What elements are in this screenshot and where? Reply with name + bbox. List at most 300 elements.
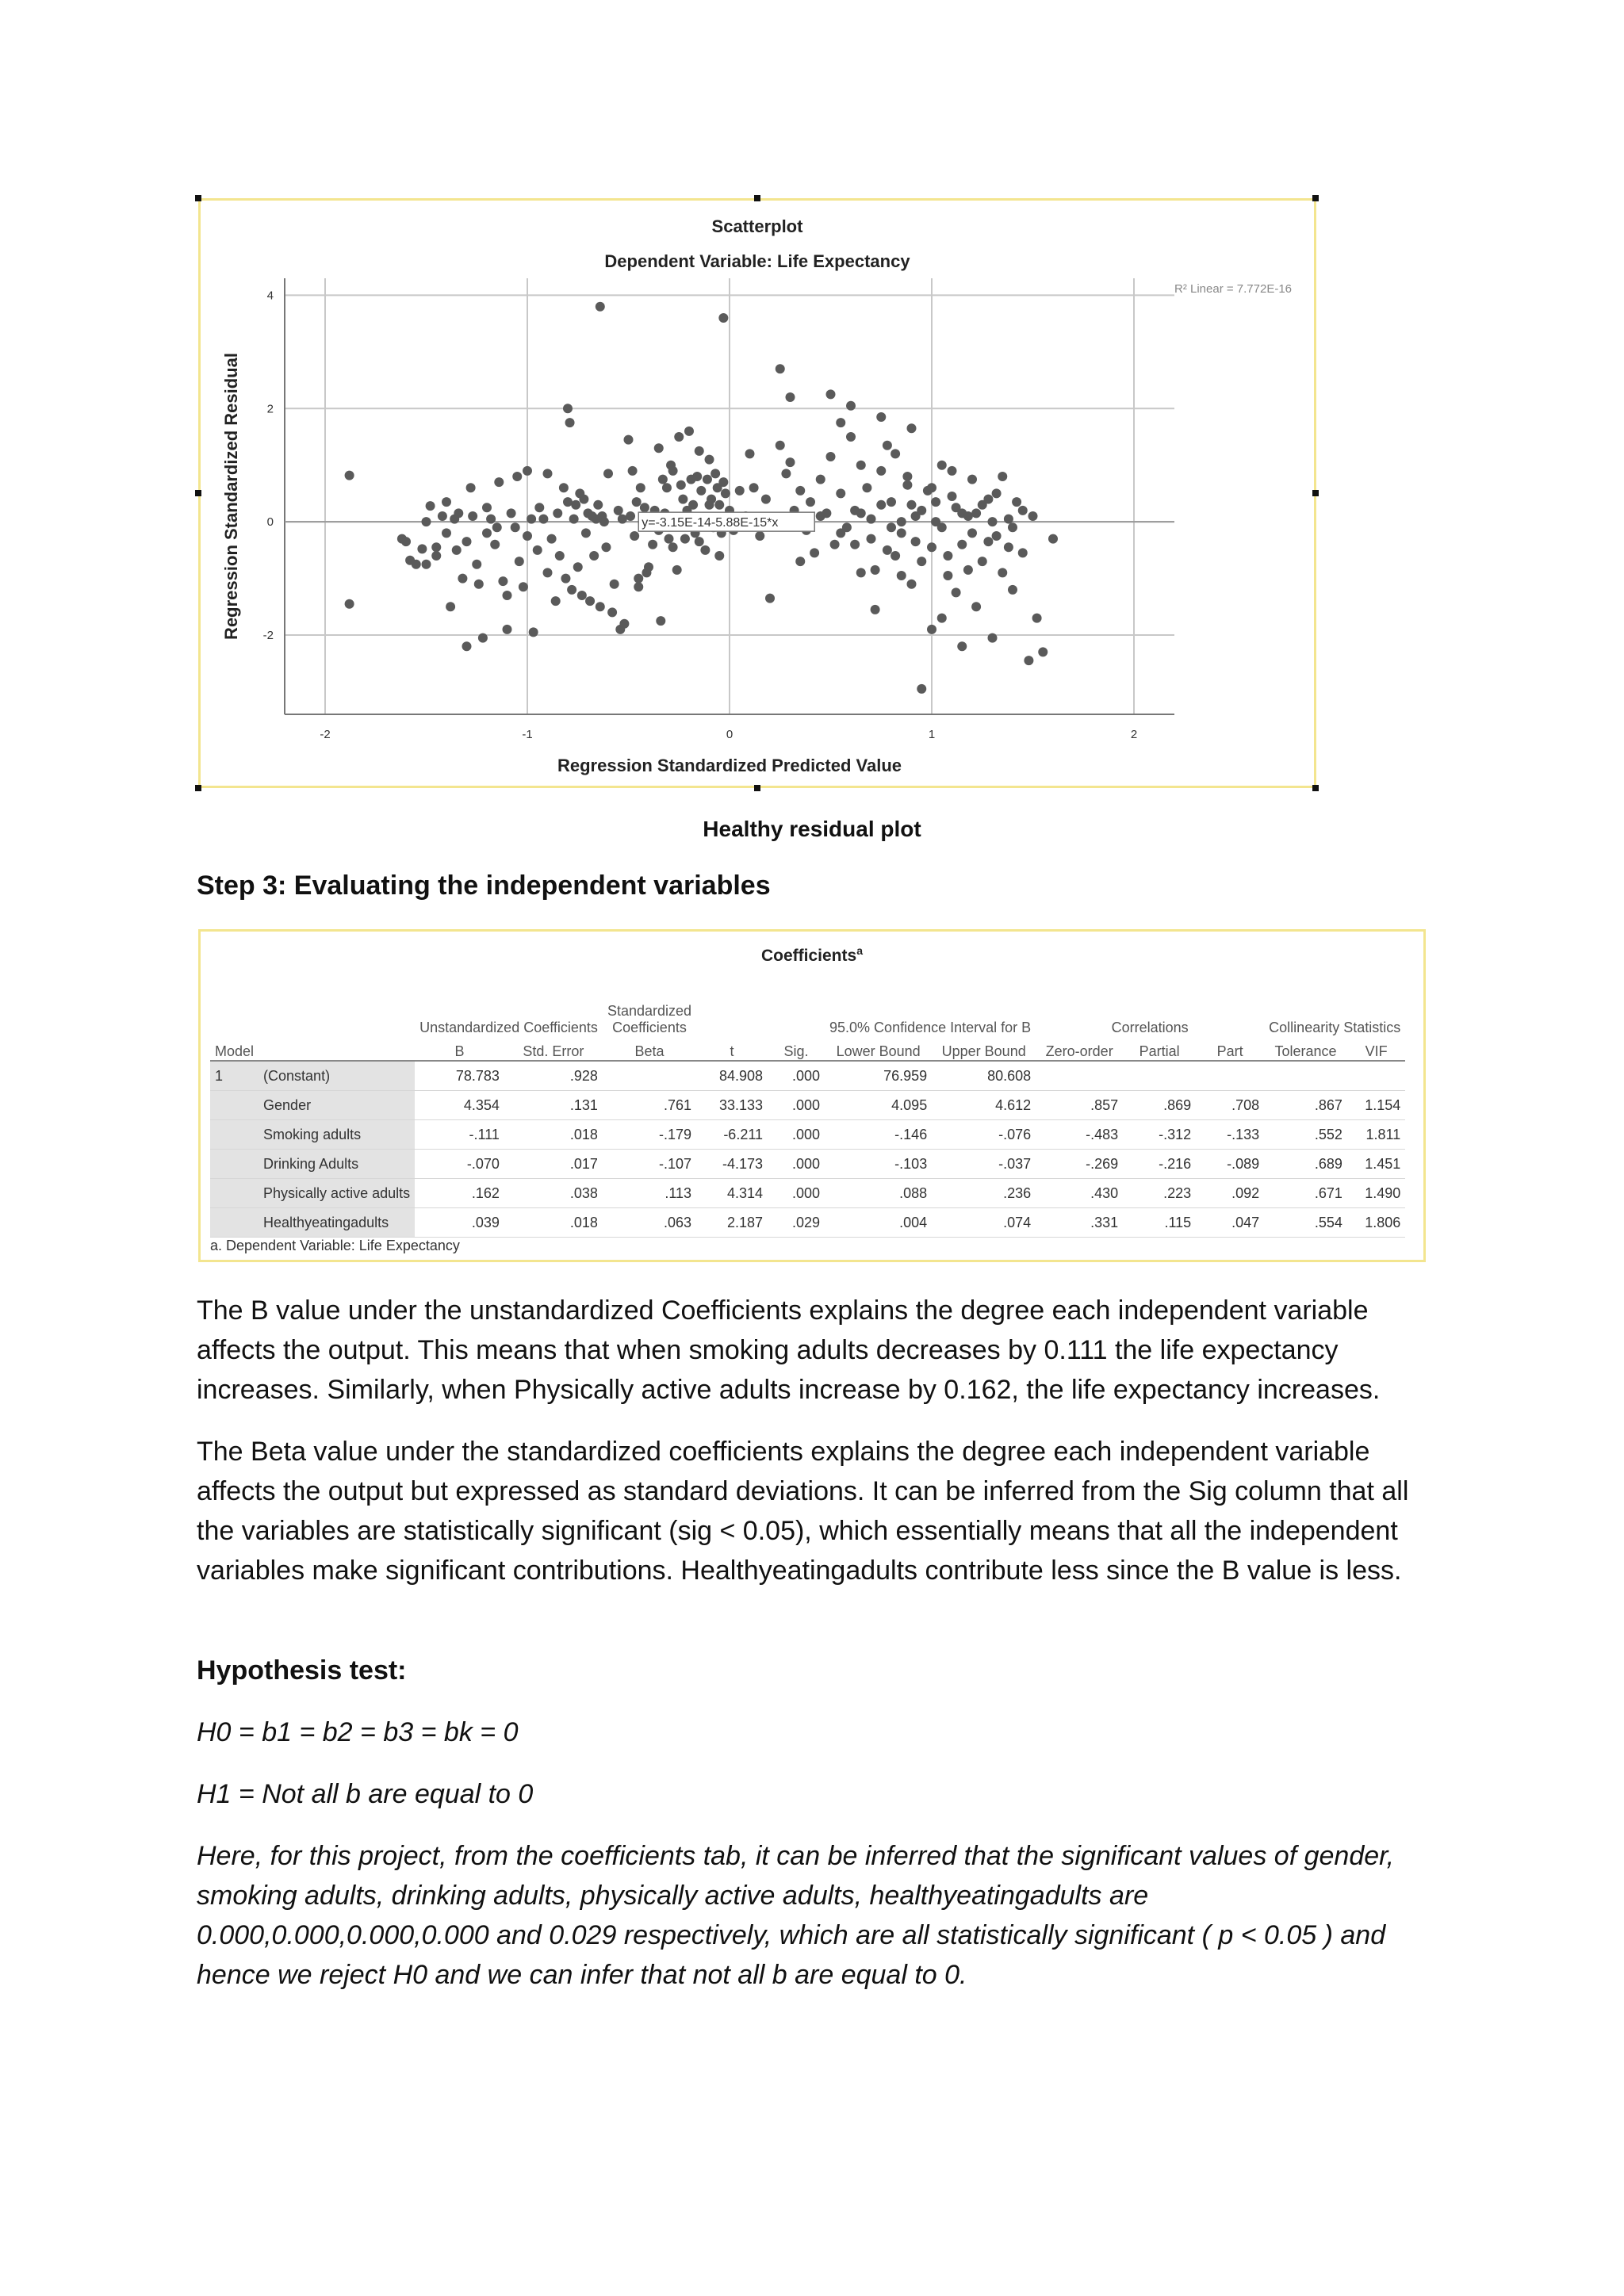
data-point (957, 641, 967, 651)
hypothesis-h1: H1 = Not all b are equal to 0 (197, 1779, 534, 1809)
chart-title: Scatterplot (711, 216, 803, 236)
unstd-header: Unstandardized Coefficients (419, 1020, 598, 1035)
data-point (438, 511, 447, 521)
data-point (876, 500, 886, 510)
data-point (1032, 614, 1042, 623)
data-point (490, 540, 500, 549)
cell-upper: -.037 (932, 1150, 1036, 1179)
data-point (630, 531, 639, 541)
data-point (478, 633, 488, 643)
data-point (569, 515, 579, 524)
y-tick-label: 2 (266, 402, 274, 416)
data-point (543, 568, 553, 577)
data-point (937, 614, 947, 623)
data-point (658, 475, 668, 484)
data-point (676, 480, 686, 490)
row-label: Physically active adults (259, 1179, 415, 1208)
cell-sig: .000 (768, 1061, 825, 1091)
data-point (511, 522, 520, 532)
data-point (876, 412, 886, 422)
data-point (585, 596, 595, 606)
data-point (577, 591, 587, 600)
data-point (515, 557, 524, 566)
chart-caption: Healthy residual plot (703, 817, 921, 841)
cell-partial: -.216 (1123, 1150, 1196, 1179)
cell-partial: .869 (1123, 1091, 1196, 1120)
data-point (816, 511, 825, 521)
data-point (867, 515, 876, 524)
data-point (696, 486, 706, 496)
data-point (856, 461, 866, 470)
data-point (927, 483, 936, 492)
data-point (599, 517, 609, 526)
data-point (992, 531, 1002, 541)
cell-lower: -.146 (825, 1120, 932, 1150)
r2-label: R² Linear = 7.772E-16 (1174, 282, 1293, 296)
cell-se: .131 (504, 1091, 603, 1120)
cell-upper: 80.608 (932, 1061, 1036, 1091)
data-point (826, 452, 836, 461)
data-point (776, 441, 785, 450)
model-cell: 1 (210, 1061, 259, 1091)
resize-handle[interactable] (1312, 195, 1319, 201)
data-point (417, 544, 427, 553)
data-point (836, 488, 845, 498)
cell-beta: -.107 (603, 1150, 696, 1179)
cell-vif: 1.451 (1347, 1150, 1405, 1179)
data-point (527, 515, 536, 524)
data-point (412, 560, 421, 569)
data-point (856, 508, 866, 518)
cell-part (1196, 1061, 1264, 1091)
data-point (618, 515, 627, 524)
x-tick-label: 2 (1130, 728, 1138, 741)
data-point (745, 449, 755, 458)
resize-handle[interactable] (195, 195, 201, 201)
data-point (607, 607, 617, 617)
data-point (512, 472, 522, 481)
data-point (482, 528, 492, 538)
col-b: B (415, 1036, 504, 1061)
cell-tol: .671 (1264, 1179, 1347, 1208)
row-label: Gender (259, 1091, 415, 1120)
data-point (902, 480, 912, 490)
data-point (718, 313, 728, 323)
data-point (619, 619, 629, 629)
data-point (573, 562, 583, 572)
data-point (721, 488, 730, 498)
col-upper: Upper Bound (932, 1036, 1036, 1061)
data-point (668, 542, 678, 552)
std-header (603, 979, 696, 1036)
data-point (948, 492, 957, 501)
cell-tol: .689 (1264, 1150, 1347, 1179)
cell-se: .018 (504, 1208, 603, 1238)
data-point (957, 540, 967, 549)
cell-vif: 1.490 (1347, 1179, 1405, 1208)
data-point (624, 435, 634, 445)
fit-line-label: y=-3.15E-14-5.88E-15*x (642, 516, 779, 530)
data-point (571, 500, 580, 510)
data-point (654, 443, 664, 453)
data-point (648, 540, 657, 549)
data-point (761, 495, 771, 504)
cell-t: -4.173 (696, 1150, 768, 1179)
data-point (507, 508, 516, 518)
data-point (891, 449, 900, 458)
data-point (1048, 534, 1058, 544)
col-se: Std. Error (504, 1036, 603, 1061)
data-point (781, 469, 791, 478)
paragraph-b-value: The B value under the unstandardized Coefficients explains the degree each independent variable affects the output. This means that when smoking adults decreases by 0.111 the life expectancy increases. Similarly, when Physically active adults increase by 0.162, the life expectancy increases. (197, 1295, 1381, 1405)
coefficients-table-frame (198, 929, 1426, 1262)
table-row (210, 1179, 1405, 1208)
hypothesis-heading: Hypothesis test: (197, 1655, 407, 1686)
data-point (534, 503, 544, 512)
cell-vif: 1.154 (1347, 1091, 1405, 1120)
data-point (492, 522, 502, 532)
cell-t: 2.187 (696, 1208, 768, 1238)
data-point (795, 557, 805, 566)
data-point (948, 466, 957, 476)
data-point (628, 466, 638, 476)
data-point (927, 625, 936, 634)
paragraph-conclusion: Here, for this project, from the coefficients tab, it can be inferred that the significant values of gender, smoking adults, drinking adults, physically active adults, healthyeatingadults are 0.000,0.000,0.000,0.000 and 0.029 respectively, which are all statistically significant ( p < 0.05 ) and hence we reject H0 and we can infer that not all b are equal to 0. (197, 1841, 1395, 1990)
data-point (1004, 515, 1013, 524)
data-point (952, 503, 961, 512)
data-point (551, 596, 561, 606)
data-point (601, 542, 611, 552)
cell-se: .017 (504, 1150, 603, 1179)
cell-lower: .088 (825, 1179, 932, 1208)
cell-beta: .113 (603, 1179, 696, 1208)
data-point (644, 562, 653, 572)
data-point (674, 432, 684, 442)
data-point (422, 560, 431, 569)
x-tick-label: -1 (522, 728, 533, 741)
data-point (345, 599, 354, 609)
cell-vif: 1.806 (1347, 1208, 1405, 1238)
data-point (826, 389, 836, 399)
paragraph-beta-value: The Beta value under the standardized coefficients explains the degree each independent variable affects the output but expressed as standard deviations. It can be inferred from the Sig column that all the variables are statistically significant (sig < 0.05), which essentially means that all the independent variables make significant contributions. Healthyeatingadults contribute less since the B value is less. (197, 1437, 1409, 1586)
data-point (665, 534, 674, 544)
cell-vif (1347, 1061, 1405, 1091)
data-point (795, 486, 805, 496)
data-point (1024, 656, 1033, 665)
data-point (494, 477, 504, 487)
data-point (581, 528, 591, 538)
cell-b: .039 (415, 1208, 504, 1238)
cell-partial: -.312 (1123, 1120, 1196, 1150)
data-point (786, 457, 795, 467)
cell-b: -.111 (415, 1120, 504, 1150)
data-point (466, 483, 476, 492)
resize-handle[interactable] (754, 195, 760, 201)
cell-zero: .857 (1036, 1091, 1123, 1120)
data-point (426, 501, 435, 511)
data-point (887, 497, 896, 507)
cell-tol: .554 (1264, 1208, 1347, 1238)
model-cell (210, 1120, 259, 1150)
cell-part: .047 (1196, 1208, 1264, 1238)
resize-handle[interactable] (754, 785, 760, 791)
data-point (684, 427, 694, 436)
cell-partial (1123, 1061, 1196, 1091)
data-point (1004, 542, 1013, 552)
data-point (883, 545, 892, 555)
data-point (776, 364, 785, 373)
x-tick-label: 0 (726, 728, 733, 741)
col-tol: Tolerance (1264, 1036, 1347, 1061)
table-title-sup: a (856, 944, 863, 957)
cell-lower: -.103 (825, 1150, 932, 1179)
data-point (431, 542, 441, 552)
model-cell (210, 1179, 259, 1208)
data-point (636, 483, 645, 492)
data-point (1008, 585, 1017, 595)
col-model: Model (210, 1036, 259, 1061)
data-point (422, 517, 431, 526)
table-title-text: Coefficients (761, 947, 857, 965)
cell-t: 84.908 (696, 1061, 768, 1091)
data-point (632, 497, 642, 507)
data-point (836, 528, 845, 538)
cell-sig: .000 (768, 1120, 825, 1150)
data-point (718, 477, 728, 487)
data-point (462, 537, 472, 546)
cell-zero: -.483 (1036, 1120, 1123, 1150)
chart-frame (198, 198, 1316, 788)
coefficients-body (210, 1061, 1405, 1238)
std-header-l1: Standardized (607, 1003, 692, 1019)
cell-se: .038 (504, 1179, 603, 1208)
data-point (446, 602, 455, 611)
data-point (943, 571, 952, 580)
data-point (634, 574, 643, 584)
data-point (907, 580, 917, 589)
data-point (897, 528, 906, 538)
data-point (988, 633, 998, 643)
data-point (927, 542, 936, 552)
cell-beta: .761 (603, 1091, 696, 1120)
cell-t: 4.314 (696, 1179, 768, 1208)
data-point (672, 565, 682, 575)
cell-zero: .331 (1036, 1208, 1123, 1238)
data-point (547, 534, 557, 544)
y-tick-label: 0 (266, 515, 274, 530)
data-point (810, 548, 819, 557)
data-point (442, 528, 451, 538)
data-point (555, 551, 565, 561)
data-point (700, 545, 710, 555)
data-point (1008, 522, 1017, 532)
data-point (871, 565, 880, 575)
scatterplot (201, 201, 1314, 786)
col-zero: Zero-order (1036, 1036, 1123, 1061)
col-sig: Sig. (768, 1036, 825, 1061)
data-point (565, 418, 575, 427)
x-tick-label: -2 (320, 728, 331, 741)
data-point (971, 508, 981, 518)
data-point (452, 545, 462, 555)
table-row (210, 1091, 1405, 1120)
table-row (210, 1061, 1405, 1091)
data-point (668, 466, 678, 476)
cell-upper: .074 (932, 1208, 1036, 1238)
data-point (937, 522, 947, 532)
data-point (887, 522, 896, 532)
cell-upper: 4.612 (932, 1091, 1036, 1120)
cell-b: .162 (415, 1179, 504, 1208)
data-point (846, 432, 856, 442)
cell-upper: -.076 (932, 1120, 1036, 1150)
y-tick-label: -2 (262, 629, 274, 642)
data-point (458, 574, 467, 584)
cell-beta: .063 (603, 1208, 696, 1238)
data-point (634, 582, 643, 591)
data-point (902, 472, 912, 481)
row-label: Healthyeatingadults (259, 1208, 415, 1238)
data-point (871, 605, 880, 614)
resize-handle[interactable] (195, 490, 201, 496)
cell-zero (1036, 1061, 1123, 1091)
data-point (529, 627, 538, 637)
data-point (897, 517, 906, 526)
cell-sig: .000 (768, 1179, 825, 1208)
data-point (1018, 506, 1028, 515)
model-cell (210, 1208, 259, 1238)
model-cell (210, 1150, 259, 1179)
ci-header: 95.0% Confidence Interval for B (829, 1020, 1032, 1035)
data-point (688, 500, 698, 510)
data-point (559, 483, 569, 492)
data-point (897, 571, 906, 580)
data-point (988, 517, 998, 526)
data-point (891, 551, 900, 561)
data-point (1012, 497, 1021, 507)
x-tick-label: 1 (928, 728, 936, 741)
cell-zero: -.269 (1036, 1150, 1123, 1179)
coefficients-table (210, 979, 1405, 1238)
hypothesis-h0: H0 = b1 = b2 = b3 = bk = 0 (197, 1717, 519, 1747)
cell-vif: 1.811 (1347, 1120, 1405, 1150)
data-point (401, 537, 411, 546)
data-point (442, 497, 451, 507)
data-point (862, 483, 871, 492)
data-point (1038, 647, 1048, 656)
cell-t: 33.133 (696, 1091, 768, 1120)
step3-heading: Step 3: Evaluating the independent variables (197, 871, 771, 901)
data-point (474, 580, 484, 589)
data-point (971, 602, 981, 611)
data-point (472, 560, 481, 569)
data-point (714, 500, 724, 510)
data-point (563, 404, 573, 413)
data-point (1028, 511, 1038, 521)
cell-lower: 4.095 (825, 1091, 932, 1120)
cell-beta (603, 1061, 696, 1091)
data-point (431, 551, 441, 561)
data-point (533, 545, 542, 555)
cell-part: -.133 (1196, 1120, 1264, 1150)
cell-t: -6.211 (696, 1120, 768, 1150)
data-point (523, 531, 532, 541)
std-header-l2: Coefficients (612, 1020, 687, 1035)
cell-se: .928 (504, 1061, 603, 1091)
cell-b: 78.783 (415, 1061, 504, 1091)
data-point (538, 515, 548, 524)
resize-handle[interactable] (1312, 490, 1319, 496)
data-point (911, 537, 921, 546)
cell-part: .092 (1196, 1179, 1264, 1208)
data-point (963, 565, 973, 575)
cell-zero: .430 (1036, 1179, 1123, 1208)
cell-part: -.089 (1196, 1150, 1264, 1179)
data-point (656, 616, 665, 626)
data-point (563, 497, 573, 507)
chart-subtitle: Dependent Variable: Life Expectancy (604, 251, 910, 271)
data-point (603, 469, 613, 478)
data-point (846, 401, 856, 411)
cell-b: 4.354 (415, 1091, 504, 1120)
data-point (680, 534, 690, 544)
data-point (830, 540, 840, 549)
data-point (678, 495, 688, 504)
data-point (596, 602, 605, 611)
data-point (543, 469, 553, 478)
cell-sig: .029 (768, 1208, 825, 1238)
data-point (836, 418, 845, 427)
data-point (907, 500, 917, 510)
x-axis-label: Regression Standardized Predicted Value (557, 756, 902, 775)
data-point (454, 508, 463, 518)
col-part: Part (1196, 1036, 1264, 1061)
table-row (210, 1150, 1405, 1179)
data-point (523, 466, 532, 476)
row-label: Smoking adults (259, 1120, 415, 1150)
data-point (567, 585, 576, 595)
data-point (596, 302, 605, 312)
data-point (593, 500, 603, 510)
data-point (937, 461, 947, 470)
data-point (710, 469, 720, 478)
data-point (917, 506, 926, 515)
data-point (967, 475, 977, 484)
data-point (765, 594, 775, 603)
data-point (952, 587, 961, 597)
data-point (907, 423, 917, 433)
row-label: Drinking Adults (259, 1150, 415, 1179)
data-point (519, 582, 528, 591)
data-point (498, 576, 508, 586)
table-row (210, 1208, 1405, 1238)
resize-handle[interactable] (1312, 785, 1319, 791)
cell-sig: .000 (768, 1091, 825, 1120)
table-row (210, 1120, 1405, 1150)
data-point (462, 641, 472, 651)
resize-handle[interactable] (195, 785, 201, 791)
data-point (983, 537, 993, 546)
data-point (553, 508, 562, 518)
data-point (786, 392, 795, 402)
data-point (503, 625, 512, 634)
data-point (610, 580, 619, 589)
col-partial: Partial (1123, 1036, 1196, 1061)
data-point (992, 488, 1002, 498)
data-point (486, 515, 496, 524)
data-point (614, 506, 623, 515)
data-point (917, 684, 926, 694)
